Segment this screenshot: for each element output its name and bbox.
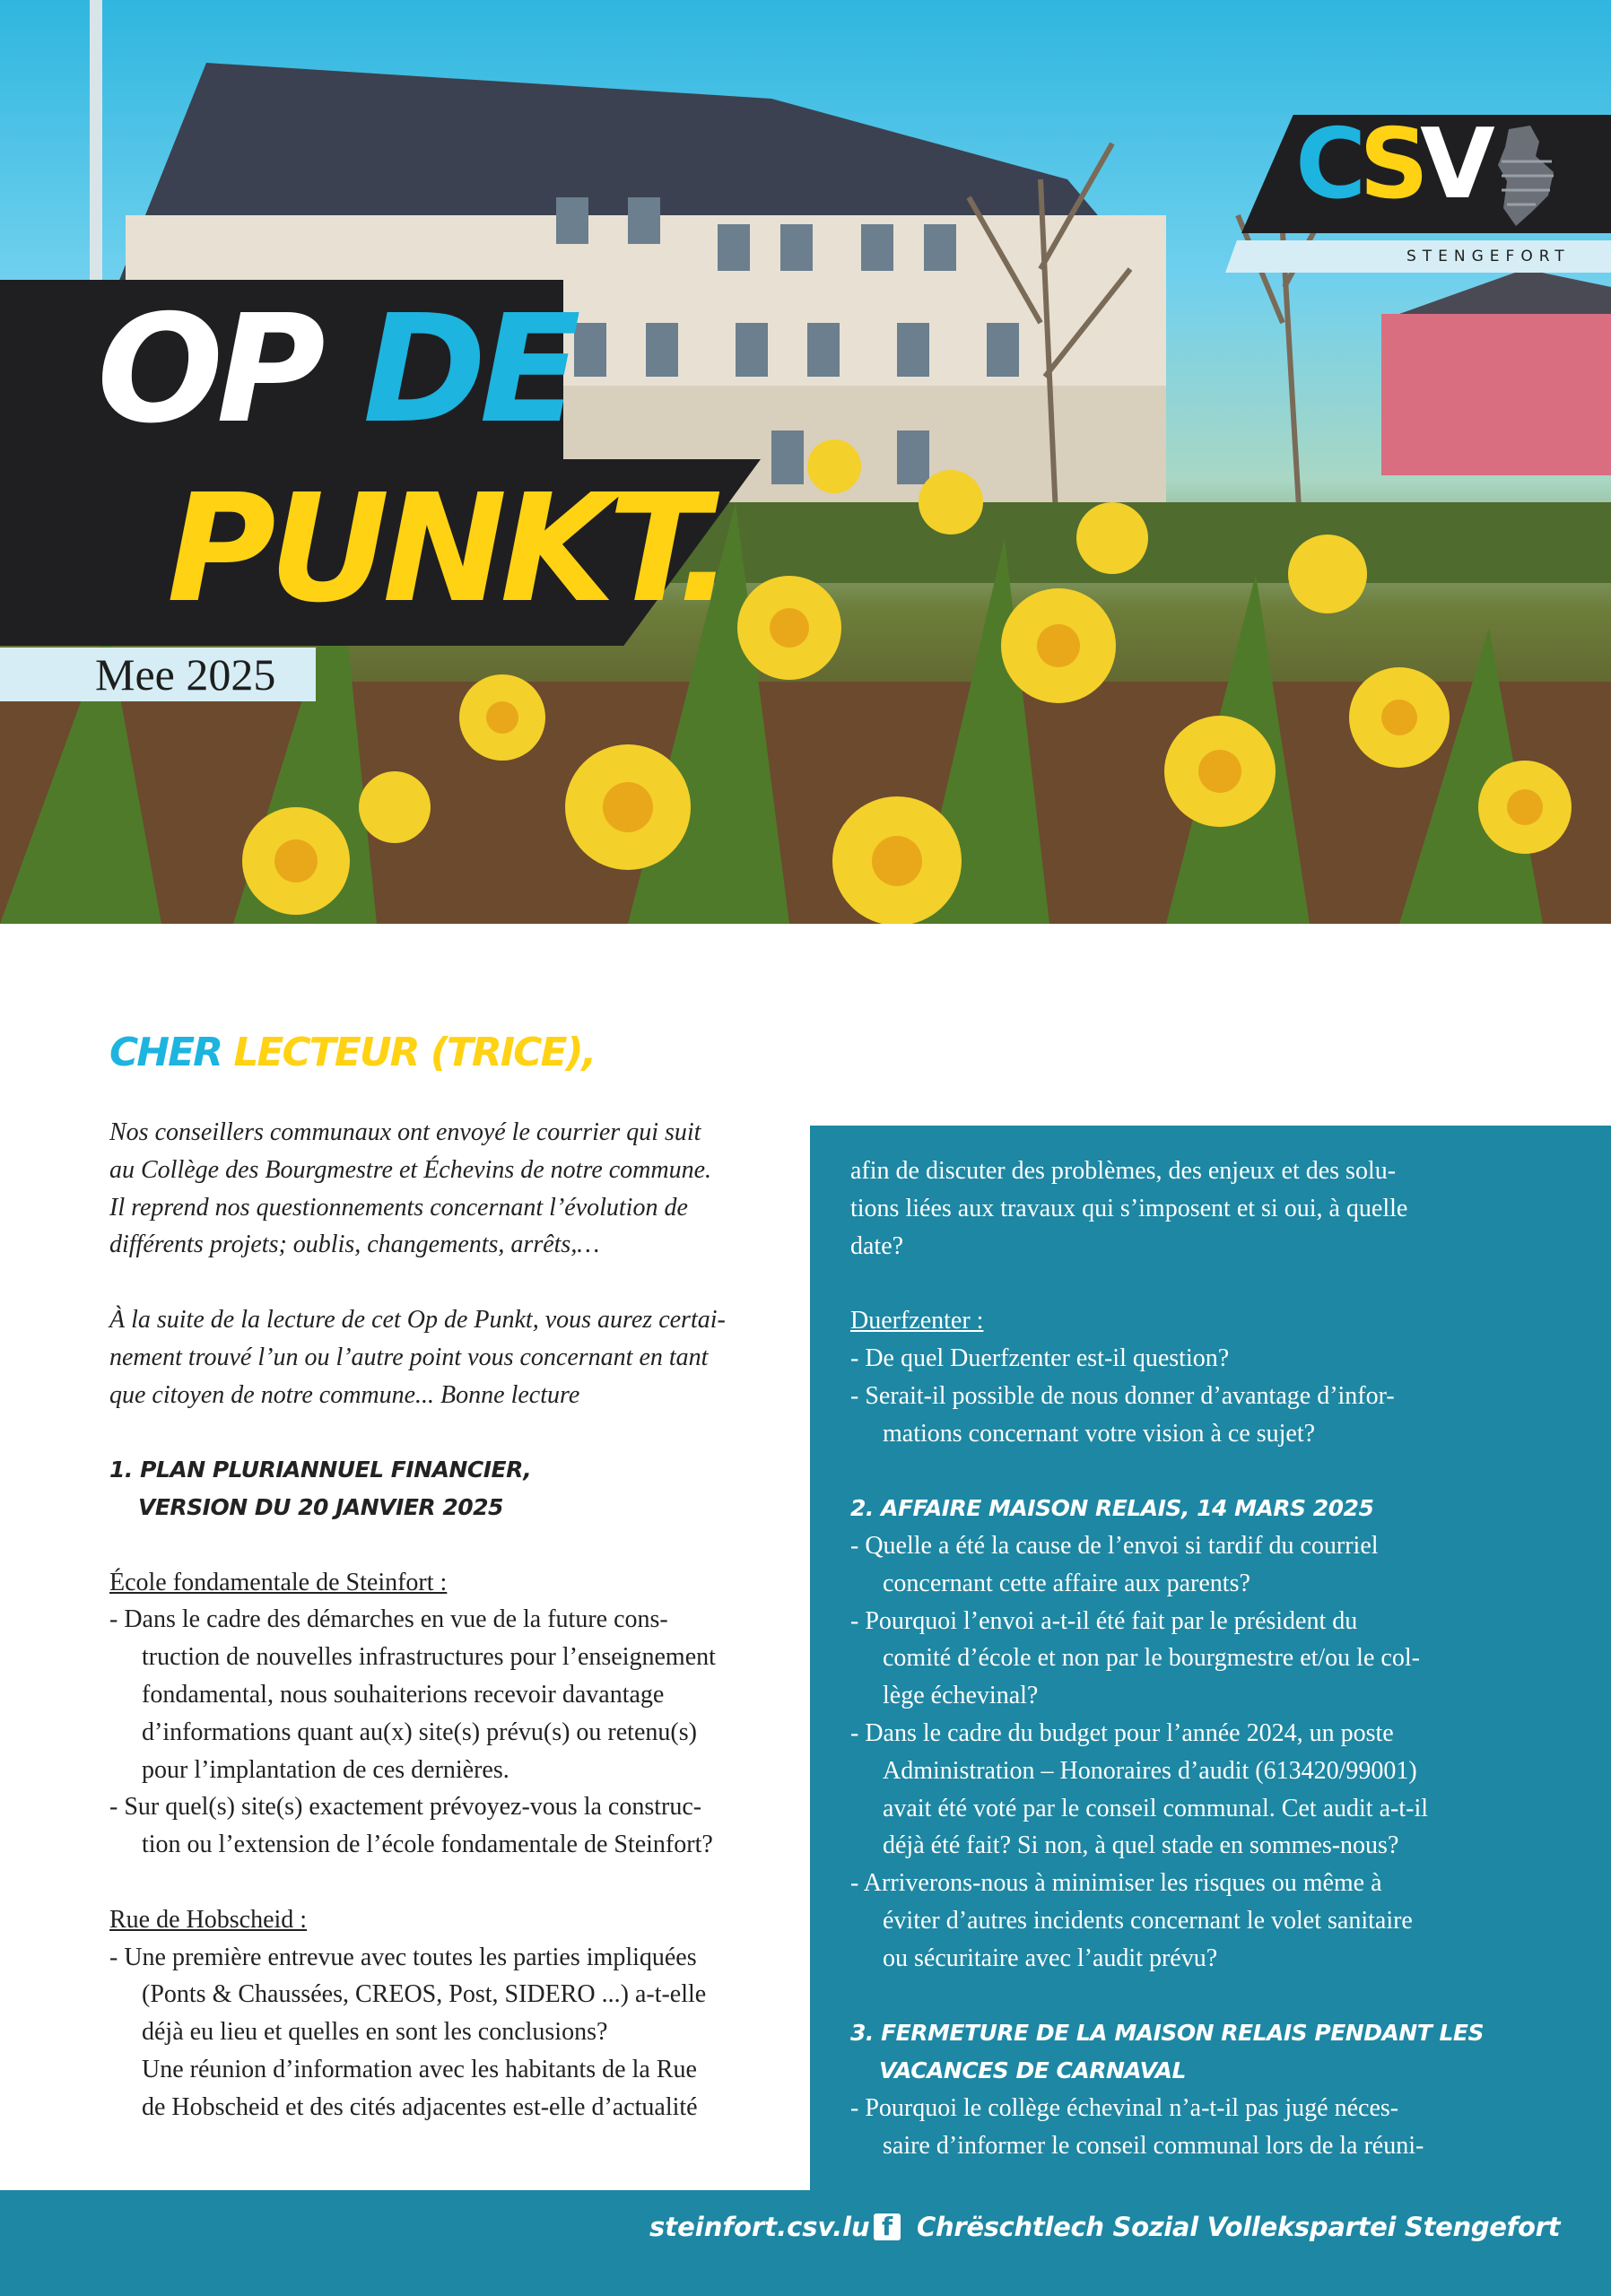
section-3-line1: 3. FERMETURE DE LA MAISON RELAIS PENDANT LES [850,2020,1485,2047]
text-line: avait été voté par le conseil communal. Cet audit a-t-il [883,1794,1429,1822]
text-line: - Dans le cadre des démarches en vue de la future cons- [109,1605,668,1634]
text-line: - Une première entrevue avec toutes les parties impliquées [109,1943,697,1971]
text-line: nement trouvé l’un ou l’autre point vous concernant en tant [109,1343,709,1371]
footer-website-link[interactable]: steinfort.csv.lu [649,2212,870,2242]
text-line: déjà eu lieu et quelles en sont les conclusions? [142,2018,608,2047]
text-line: Une réunion d’information avec les habitants de la Rue [142,2055,697,2083]
continued-paragraph [850,1152,1577,1265]
heading-part-1: CHER [109,1030,222,1075]
text-line: concernant cette affaire aux parents? [883,1569,1250,1597]
section-1-heading [109,1451,775,1526]
csv-logo [1295,109,1486,221]
right-column [850,1152,1577,2165]
logo-subtitle: STENGEFORT [1406,248,1571,265]
list-item [850,1865,1577,1977]
facebook-icon[interactable] [874,2213,901,2240]
text-line: Il reprend nos questionnements concernant l’évolution de [109,1193,688,1222]
list-item [109,1601,775,1788]
text-line: tion ou l’extension de l’école fondamentale de Steinfort? [142,1831,713,1859]
text-line: que citoyen de notre commune... Bonne lecture [109,1380,580,1409]
text-line: - Quelle a été la cause de l’envoi si tardif du courriel [850,1531,1379,1560]
text-line: - Pourquoi le collège échevinal n’a-t-il pas jugé néces- [850,2093,1399,2122]
text-line: - Pourquoi l’envoi a-t-il été fait par le président du [850,1606,1358,1635]
text-line: éviter d’autres incidents concernant le volet sanitaire [883,1906,1413,1935]
greeting-heading [109,1030,595,1075]
left-column [109,1114,775,2126]
intro-paragraph-2 [109,1301,775,1413]
footer-bar [0,2190,1611,2296]
list-item [850,2090,1577,2165]
section-2-heading: 2. AFFAIRE MAISON RELAIS, 14 MARS 2025 [850,1495,1374,1522]
text-line: - De quel Duerfzenter est-il question? [850,1344,1230,1372]
text-line: tions liées aux travaux qui s’imposent et si oui, à quelle [850,1194,1408,1222]
text-line: lège échevinal? [883,1682,1039,1710]
list-item [850,1603,1577,1715]
logo-letter-s: S [1359,109,1421,221]
text-line: truction de nouvelles infrastructures pour l’enseignement [142,1643,716,1672]
heading-part-2: LECTEUR (TRICE), [233,1030,596,1075]
text-line: de Hobscheid et des cités adjacentes est-elle d’actualité [142,2092,698,2121]
text-line: Administration – Honoraires d’audit (613420/99001) [883,1756,1417,1785]
masthead-title-line2: PUNKT. [167,463,727,636]
luxembourg-map-icon [1489,126,1561,226]
section-3-line2: VACANCES DE CARNAVAL [879,2057,1186,2084]
text-line: mations concernant votre vision à ce sujet? [883,1419,1316,1448]
text-line: date? [850,1231,904,1260]
text-line: - Dans le cadre du budget pour l’année 2024, un poste [850,1718,1394,1747]
title-word-op: OP [97,283,318,457]
subheading-duerfzenter: Duerfzenter : [850,1307,984,1335]
text-line: saire d’informer le conseil communal lors de la réuni- [883,2131,1424,2160]
section-3-heading [850,2014,1577,2090]
section-1-line2: VERSION DU 20 JANVIER 2025 [138,1493,503,1520]
text-line: afin de discuter des problèmes, des enjeux et des solu- [850,1157,1397,1185]
text-line: déjà été fait? Si non, à quel stade en sommes-nous? [883,1831,1399,1860]
subheading-rue-hobscheid: Rue de Hobscheid : [109,1905,308,1934]
text-line: comité d’école et non par le bourgmestre et/ou le col- [883,1644,1420,1673]
text-line: fondamental, nous souhaiterions recevoir davantage [142,1680,665,1709]
list-item [850,1715,1577,1865]
title-word-de: DE [362,283,574,457]
text-line: - Sur quel(s) site(s) exactement prévoyez-vous la construc- [109,1793,702,1822]
text-line: Nos conseillers communaux ont envoyé le courrier qui suit [109,1118,701,1146]
issue-date: Mee 2025 [0,648,316,701]
masthead-title-line1 [97,283,574,457]
section-1-line1: 1. PLAN PLURIANNUEL FINANCIER, [109,1457,532,1483]
logo-letter-c: C [1295,109,1360,221]
logo-letter-v: V [1420,109,1486,221]
text-line: - Arriverons-nous à minimiser les risques ou même à [850,1869,1382,1898]
text-line: À la suite de la lecture de cet Op de Punkt, vous aurez certai- [109,1305,726,1334]
intro-paragraph-1 [109,1114,775,1264]
list-item [109,1788,775,1864]
text-line: pour l’implantation de ces dernières. [142,1755,509,1784]
list-item [109,1939,775,2126]
text-line: (Ponts & Chaussées, CREOS, Post, SIDERO ...) a-t-elle [142,1980,707,2009]
text-line: au Collège des Bourgmestre et Échevins de notre commune. [109,1155,712,1184]
text-line: d’informations quant au(x) site(s) prévu(s) ou retenu(s) [142,1718,697,1746]
subheading-ecole: École fondamentale de Steinfort : [109,1568,448,1596]
text-line: différents projets; oublis, changements, arrêts,… [109,1231,600,1259]
list-item [850,1340,1577,1378]
list-item [850,1378,1577,1453]
facebook-glyph: f [882,2212,893,2241]
text-line: ou sécuritaire avec l’audit prévu? [883,1944,1218,1972]
list-item [850,1527,1577,1603]
text-line: - Serait-il possible de nous donner d’avantage d’infor- [850,1381,1395,1410]
footer-party-name[interactable]: Chrëschtlech Sozial Vollekspartei Stengefort [917,2212,1561,2242]
